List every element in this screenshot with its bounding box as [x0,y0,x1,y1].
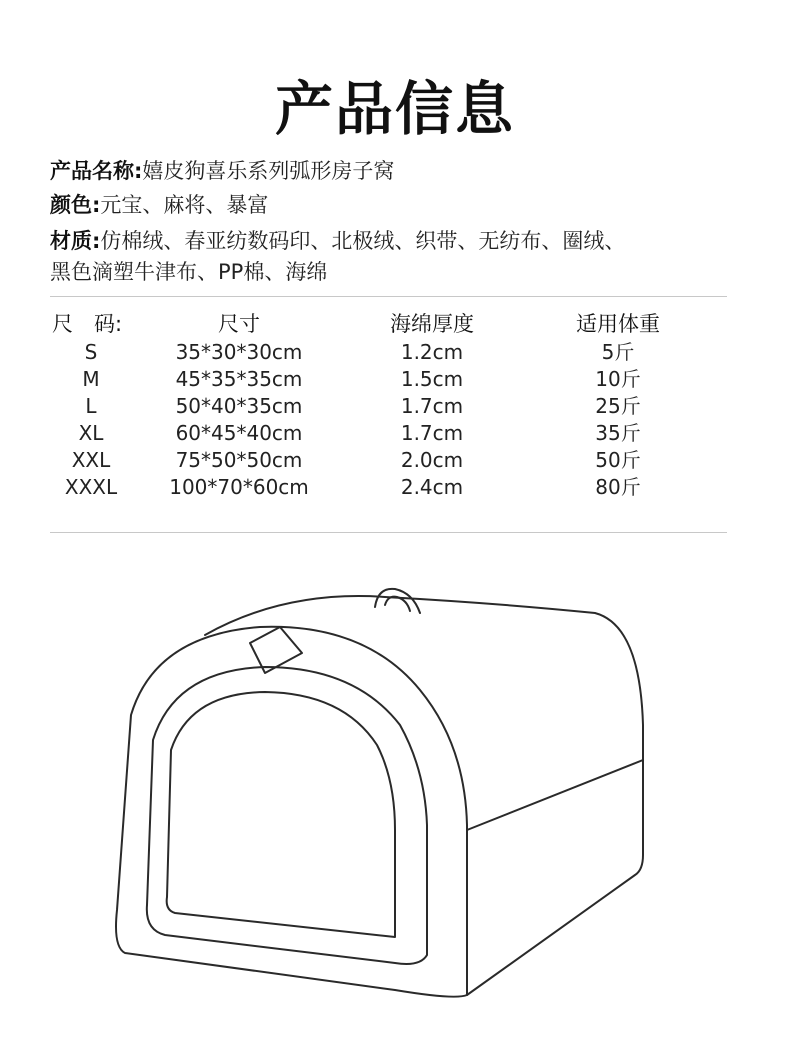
cell-dimensions: 50*40*35cm [175,394,303,418]
header-weight: 适用体重 [576,312,660,336]
table-row [50,420,730,447]
cell-size: S [84,340,98,364]
cell-weight: 25斤 [595,394,641,418]
cell-dimensions: 35*30*30cm [175,340,303,364]
cell-foam: 1.7cm [400,421,464,445]
cell-foam: 2.0cm [400,448,464,472]
material-line [50,226,750,288]
table-row [50,447,730,474]
size-table [50,309,730,501]
cell-dimensions: 45*35*35cm [175,367,303,391]
cell-size: XL [78,421,104,445]
color-value: 元宝、麻将、暴富 [100,193,269,217]
page-title: 产品信息 [274,75,515,143]
cell-weight: 10斤 [595,367,641,391]
handle-loop [375,589,420,613]
header-size: 尺 码: [52,312,123,336]
material-value-line2: 黑色滴塑牛津布、PP棉、海绵 [50,260,328,284]
cell-weight: 5斤 [601,340,635,364]
header-dimensions: 尺寸 [218,312,260,336]
product-name-label: 产品名称: [50,159,143,183]
header-foam-thickness: 海绵厚度 [390,312,474,336]
pet-house-illustration [95,575,655,1015]
cell-size: M [82,367,100,391]
cell-size: L [85,394,97,418]
cell-foam: 1.7cm [400,394,464,418]
material-label: 材质: [50,229,101,253]
size-table-header [50,309,730,339]
cell-size: XXXL [64,475,118,499]
cell-weight: 50斤 [595,448,641,472]
cell-weight: 35斤 [595,421,641,445]
front-inner-border [147,667,427,964]
table-row [50,366,730,393]
door-opening [167,692,395,937]
cell-dimensions: 75*50*50cm [175,448,303,472]
color-line [50,190,750,221]
product-name-value: 嬉皮狗喜乐系列弧形房子窝 [142,159,395,183]
table-row [50,474,730,501]
cell-size: XXL [71,448,111,472]
table-row [50,393,730,420]
divider-bottom [50,532,727,533]
cell-dimensions: 60*45*40cm [175,421,303,445]
side-wall-seam [467,760,643,830]
cell-foam: 2.4cm [400,475,464,499]
material-value-line1: 仿棉绒、春亚纺数码印、北极绒、织带、无纺布、圈绒、 [100,229,626,253]
cell-dimensions: 100*70*60cm [169,475,309,499]
cell-foam: 1.5cm [400,367,464,391]
divider-top [50,296,727,297]
hang-tag [250,627,302,673]
cell-weight: 80斤 [595,475,641,499]
product-name-line [50,156,750,187]
table-row [50,339,730,366]
color-label: 颜色: [50,193,101,217]
roof-outline [205,596,643,760]
cell-foam: 1.2cm [400,340,464,364]
